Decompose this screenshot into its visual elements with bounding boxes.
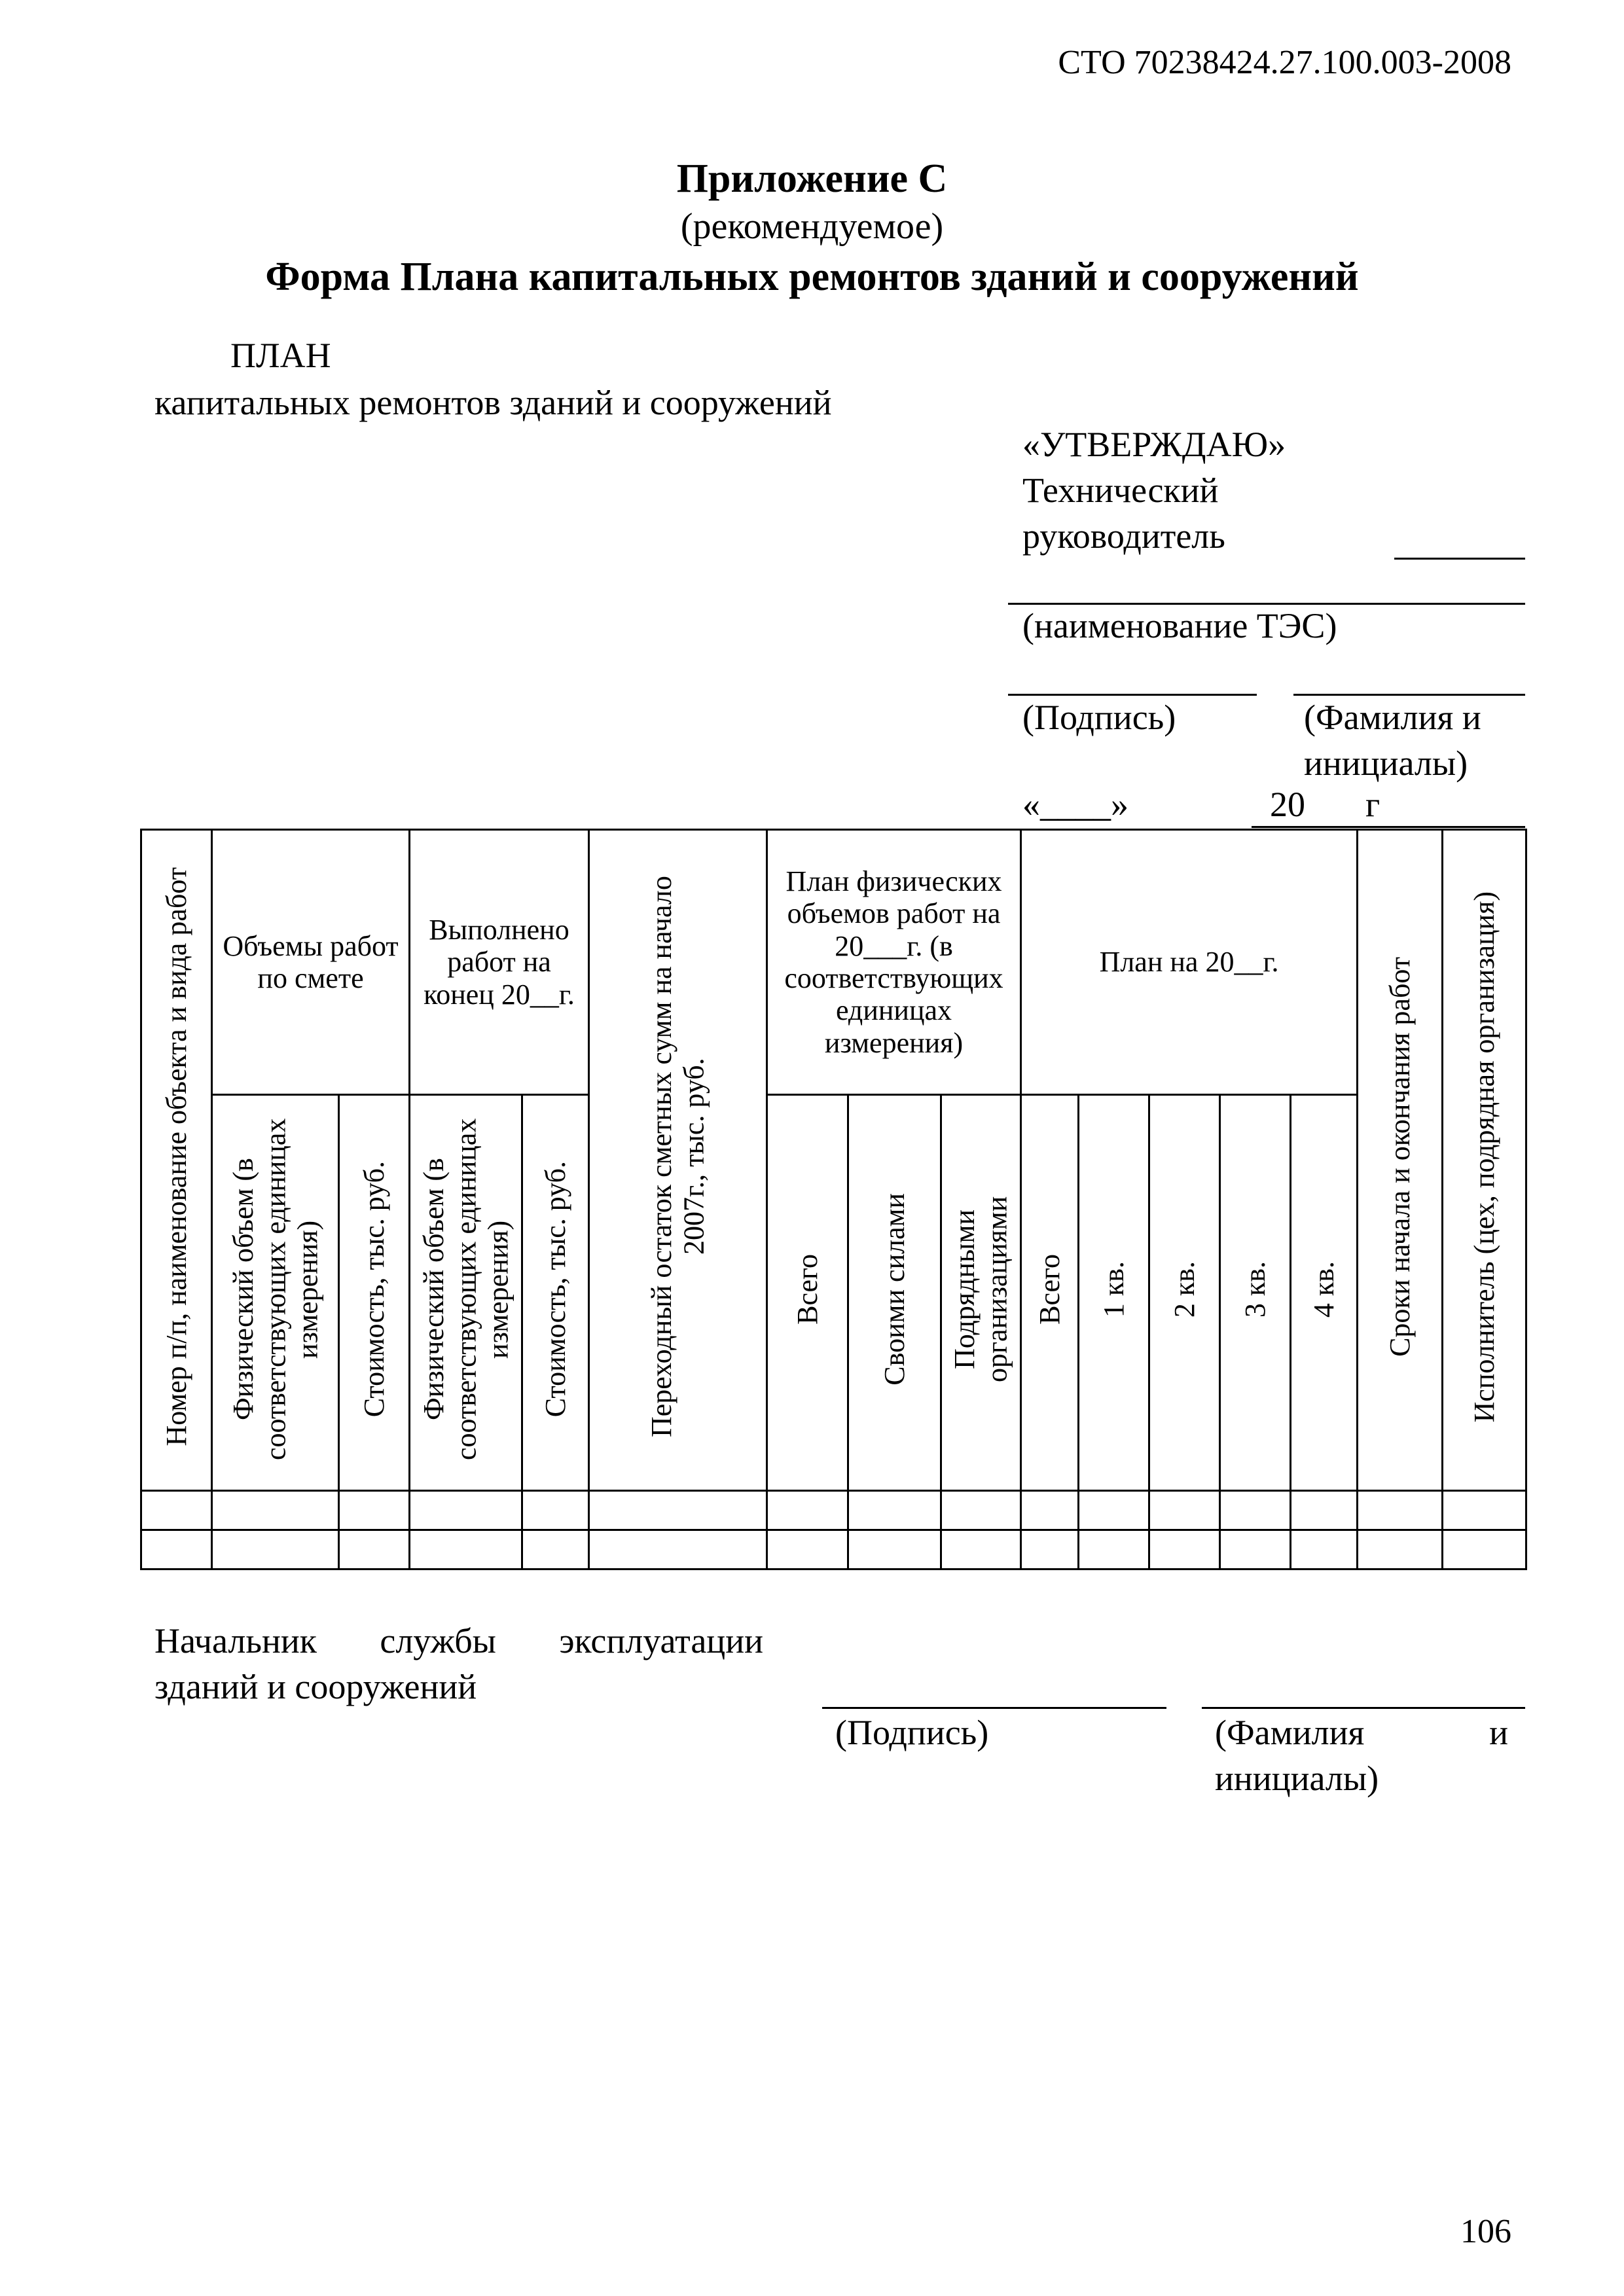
table-cell[interactable] — [339, 1530, 410, 1570]
approval-signature-underline — [1008, 694, 1257, 696]
table-cell[interactable] — [212, 1530, 339, 1570]
sub-done-cost: Стоимость, тыс. руб. — [522, 1095, 589, 1491]
col-executor-header: Исполнитель (цех, подрядная организация) — [1443, 830, 1526, 1491]
sub-physical-contractors: Подрядными организациями — [941, 1095, 1021, 1491]
approval-date-day: «____» — [1022, 785, 1128, 824]
approval-name-caption-line-2: инициалы) — [1304, 744, 1468, 783]
sub-plan-q3: 3 кв. — [1220, 1095, 1291, 1491]
approval-label: «УТВЕРЖДАЮ» — [1022, 425, 1286, 464]
table-cell[interactable] — [941, 1491, 1021, 1530]
col-terms-header: Сроки начала и окончания работ — [1358, 830, 1443, 1491]
approval-tes-caption: (наименование ТЭС) — [1022, 606, 1337, 645]
table-cell[interactable] — [589, 1530, 767, 1570]
table-cell[interactable] — [1021, 1530, 1079, 1570]
approval-position-underline — [1394, 558, 1525, 560]
table-row — [141, 1491, 1526, 1530]
table-cell[interactable] — [1149, 1530, 1220, 1570]
table-cell[interactable] — [1443, 1530, 1526, 1570]
chief-title-line-2: зданий и сооружений — [154, 1667, 477, 1706]
table-cell[interactable] — [1079, 1530, 1149, 1570]
appendix-note: (рекомендуемое) — [680, 206, 944, 247]
approval-name-caption-line-1: (Фамилия и — [1304, 698, 1481, 737]
footer-signature-caption: (Подпись) — [835, 1713, 989, 1752]
footer-name-caption-line-1: (Фамилия и — [1215, 1713, 1508, 1752]
approval-date-year-underline — [1252, 826, 1525, 828]
table-cell[interactable] — [1220, 1491, 1291, 1530]
table-row — [141, 1530, 1526, 1570]
group-done-header: Выполнено работ на конец 20__г. — [410, 830, 589, 1095]
group-physical-header: План физических объемов работ на 20___г. (в соответствующих единицах измерения) — [767, 830, 1021, 1095]
sub-plan-q1: 1 кв. — [1079, 1095, 1149, 1491]
approval-name-underline — [1293, 694, 1525, 696]
table-cell[interactable] — [767, 1530, 848, 1570]
sub-plan-total: Всего — [1021, 1095, 1079, 1491]
chief-title-line-1: Начальник службы эксплуатации — [154, 1621, 763, 1660]
col-number-header: Номер п/п, наименование объекта и вида работ — [141, 830, 212, 1491]
approval-date-suffix: г — [1365, 785, 1380, 824]
group-estimate-header: Объемы работ по смете — [212, 830, 410, 1095]
table-cell[interactable] — [410, 1530, 522, 1570]
col-carryover-header: Переходный остаток сметных сумм на начало 2007г., тыс. руб. — [589, 830, 767, 1491]
footer-signature-underline — [822, 1707, 1166, 1709]
approval-tes-underline — [1008, 603, 1525, 605]
approval-date-year: 20 — [1270, 785, 1305, 824]
table-cell[interactable] — [141, 1530, 212, 1570]
footer-name-caption-line-2: инициалы) — [1215, 1759, 1379, 1798]
table-cell[interactable] — [1220, 1530, 1291, 1570]
table-cell[interactable] — [941, 1530, 1021, 1570]
table-cell[interactable] — [522, 1530, 589, 1570]
form-title: Форма Плана капитальных ремонтов зданий и сооружений — [265, 255, 1359, 299]
table-cell[interactable] — [141, 1491, 212, 1530]
approval-position-line-1: Технический — [1022, 471, 1219, 510]
table-cell[interactable] — [212, 1491, 339, 1530]
capital-repair-plan-table — [140, 829, 1527, 1570]
sub-estimate-phys-volume: Физический объем (в соответствующих единицах измерения) — [212, 1095, 339, 1491]
table-cell[interactable] — [767, 1491, 848, 1530]
sub-done-phys-volume: Физический объем (в соответствующих единицах измерения) — [410, 1095, 522, 1491]
table-cell[interactable] — [1149, 1491, 1220, 1530]
table-cell[interactable] — [848, 1491, 941, 1530]
table-cell[interactable] — [848, 1530, 941, 1570]
page-number: 106 — [1460, 2213, 1511, 2250]
appendix-title: Приложение С — [676, 156, 948, 201]
standard-code: СТО 70238424.27.100.003-2008 — [1058, 44, 1511, 81]
table-cell[interactable] — [522, 1491, 589, 1530]
sub-physical-own: Своими силами — [848, 1095, 941, 1491]
table-cell[interactable] — [1021, 1491, 1079, 1530]
plan-heading: ПЛАН — [230, 336, 331, 375]
approval-signature-caption: (Подпись) — [1022, 698, 1176, 737]
footer-name-underline — [1202, 1707, 1525, 1709]
table-cell[interactable] — [1079, 1491, 1149, 1530]
plan-subtitle: капитальных ремонтов зданий и сооружений — [154, 383, 832, 422]
sub-physical-total: Всего — [767, 1095, 848, 1491]
approval-position-line-2: руководитель — [1022, 516, 1225, 556]
sub-plan-q4: 4 кв. — [1291, 1095, 1358, 1491]
table-cell[interactable] — [339, 1491, 410, 1530]
sub-estimate-cost: Стоимость, тыс. руб. — [339, 1095, 410, 1491]
sub-plan-q2: 2 кв. — [1149, 1095, 1220, 1491]
group-plan-header: План на 20__г. — [1021, 830, 1358, 1095]
table-cell[interactable] — [589, 1491, 767, 1530]
table-cell[interactable] — [1358, 1530, 1443, 1570]
table-cell[interactable] — [1291, 1530, 1358, 1570]
table-cell[interactable] — [1358, 1491, 1443, 1530]
table-cell[interactable] — [1291, 1491, 1358, 1530]
table-cell[interactable] — [410, 1491, 522, 1530]
table-cell[interactable] — [1443, 1491, 1526, 1530]
